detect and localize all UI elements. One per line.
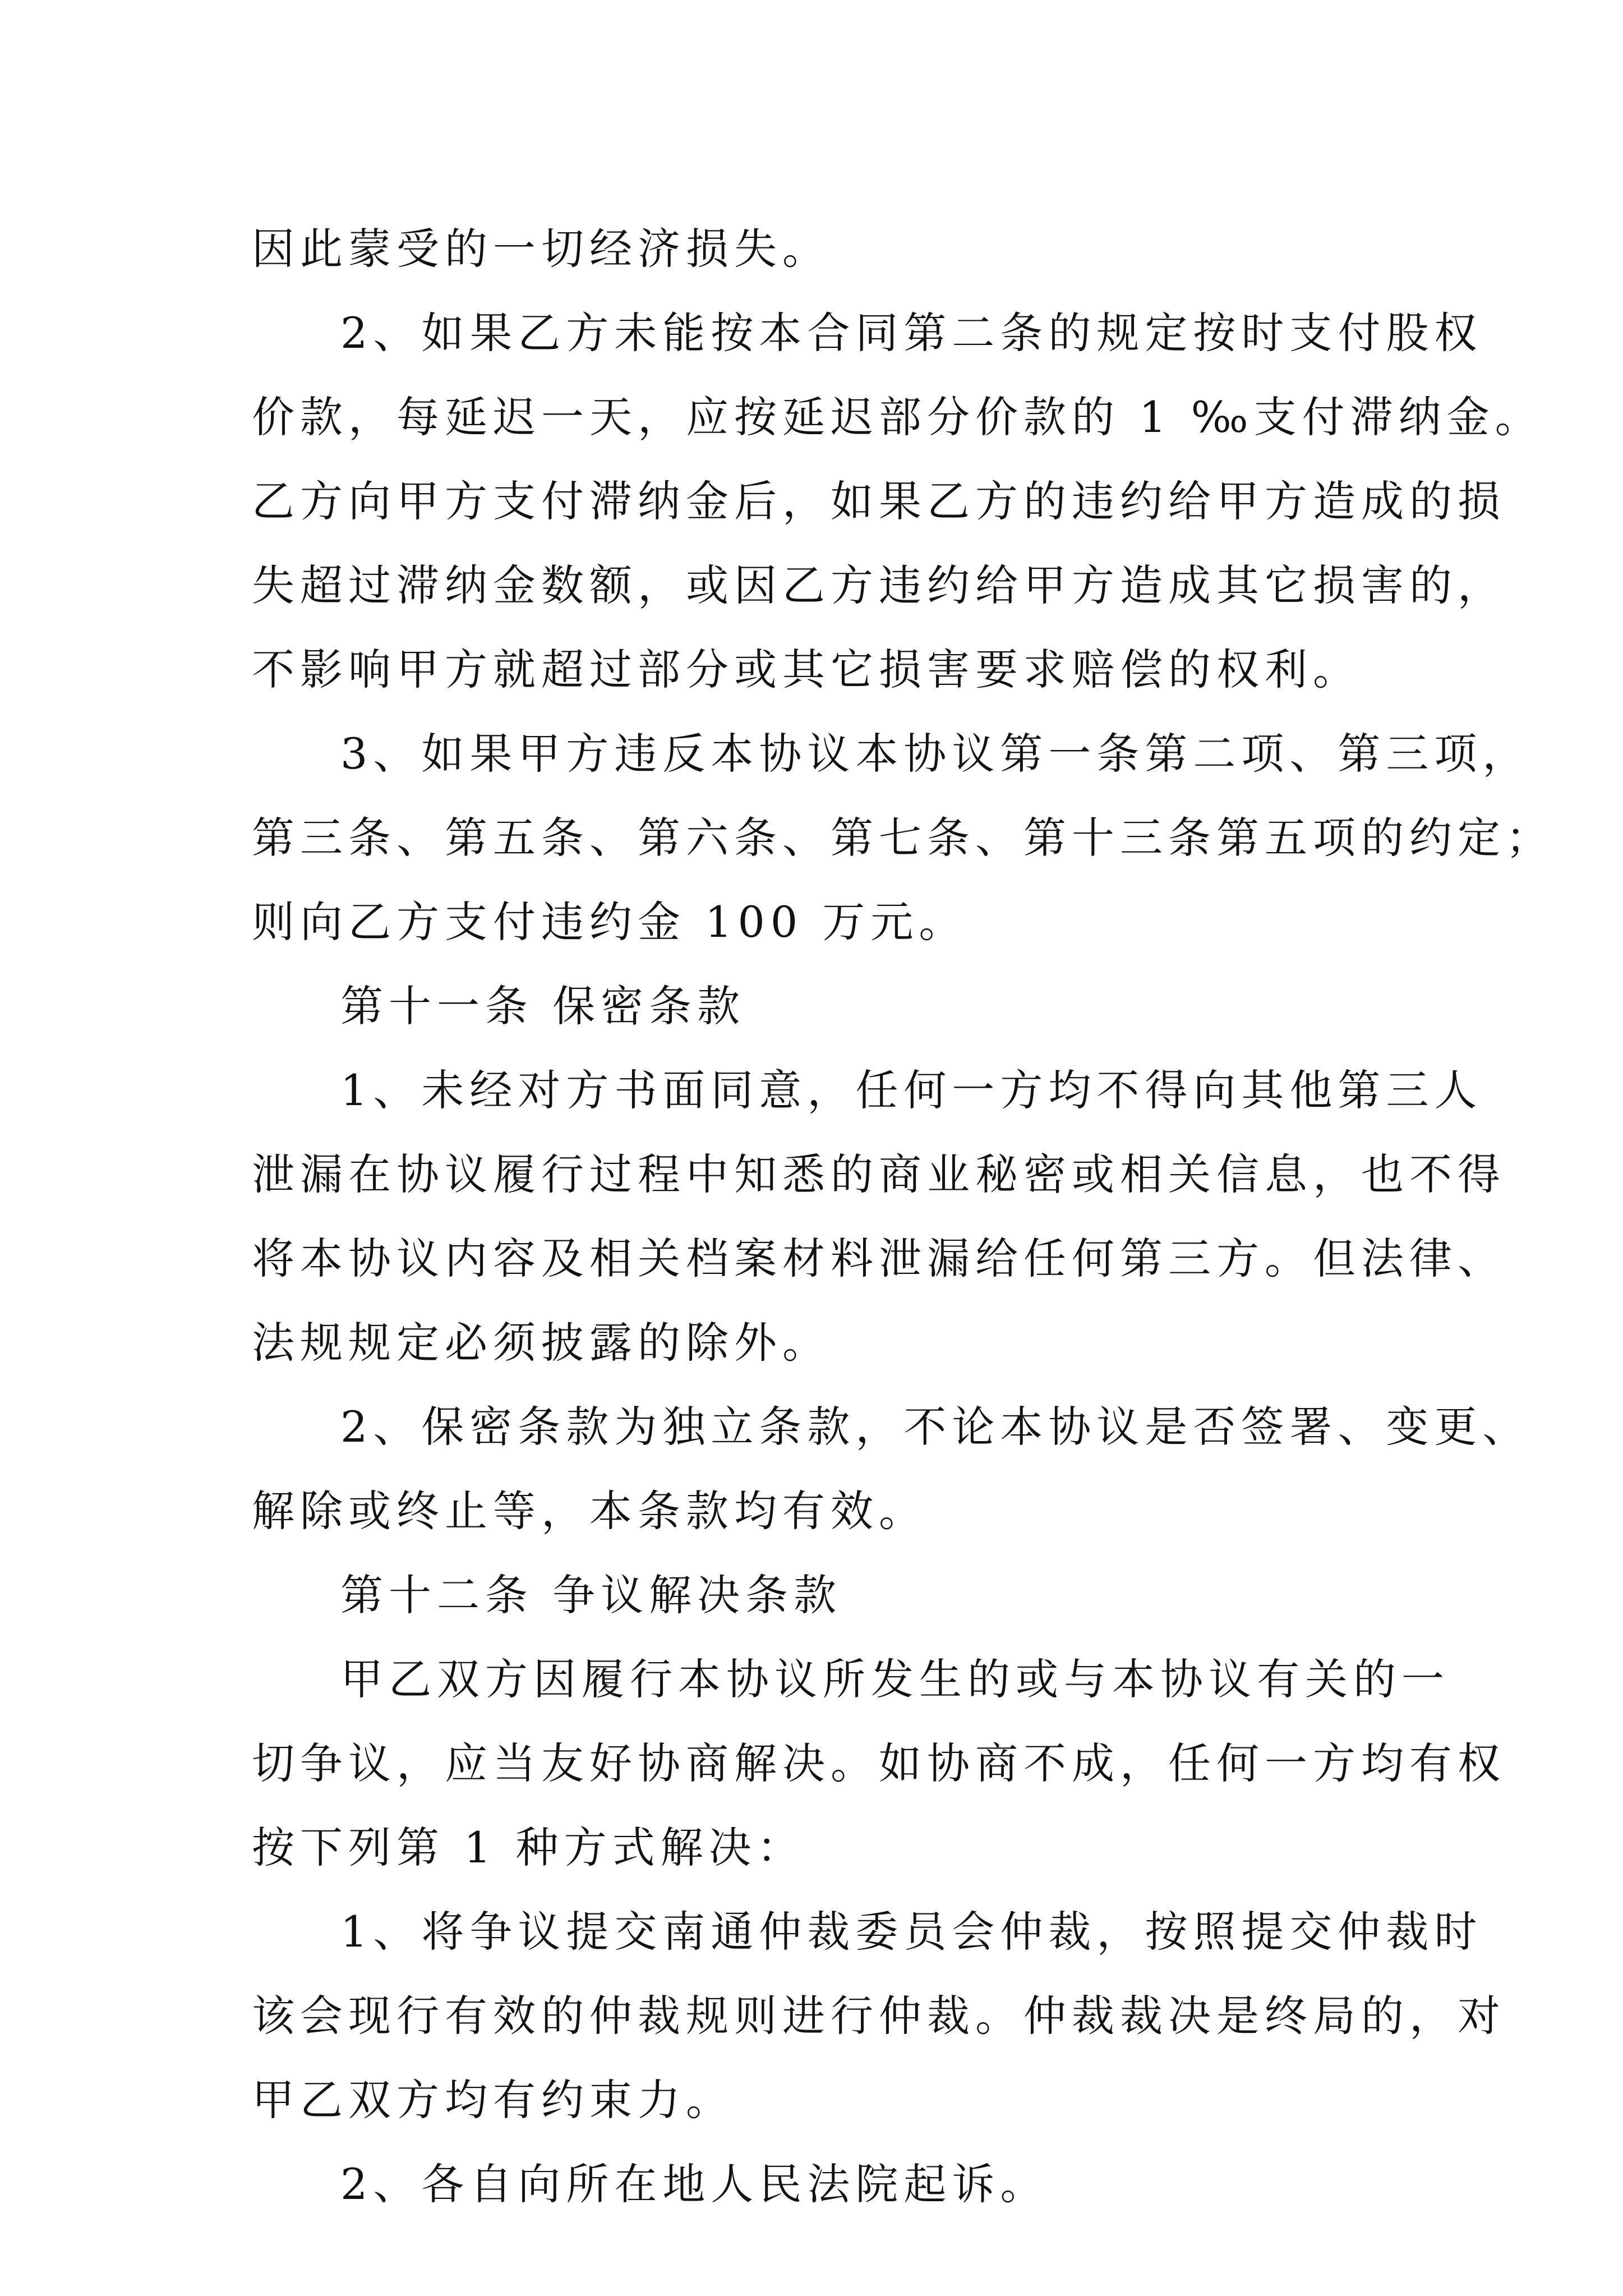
text-line: 3、如果甲方违反本协议本协议第一条第二项、第三项，: [340, 729, 1531, 779]
text-line: 1、将争议提交南通仲裁委员会仲裁，按照提交仲裁时: [340, 1907, 1483, 1957]
text-line: 则向乙方支付违约金 100 万元。: [252, 897, 967, 947]
text-line: 因此蒙受的一切经济损失。: [252, 224, 831, 274]
text-line: 解除或终止等，本条款均有效。: [252, 1486, 927, 1536]
text-line: 法规规定必须披露的除外。: [252, 1318, 831, 1368]
text-line: 按下列第 1 种方式解决：: [252, 1823, 805, 1872]
text-line: 不影响甲方就超过部分或其它损害要求赔偿的权利。: [252, 645, 1361, 694]
text-line: 泄漏在协议履行过程中知悉的商业秘密或相关信息，也不得: [252, 1149, 1506, 1199]
text-line: 将本协议内容及相关档案材料泄漏给任何第三方。但法律、: [252, 1234, 1506, 1283]
text-line: 甲乙双方均有约束力。: [252, 2075, 734, 2125]
text-line: 2、各自向所在地人民法院起诉。: [340, 2159, 1049, 2209]
text-line: 2、如果乙方未能按本合同第二条的规定按时支付股权: [340, 308, 1483, 358]
text-line: 1、未经对方书面同意，任何一方均不得向其他第三人: [340, 1065, 1483, 1115]
section-heading: 第十二条 争议解决条款: [340, 1570, 842, 1620]
text-line: 失超过滞纳金数额，或因乙方违约给甲方造成其它损害的，: [252, 560, 1506, 610]
text-line: 乙方向甲方支付滞纳金后，如果乙方的违约给甲方造成的损: [252, 476, 1506, 526]
text-line: 切争议，应当友好协商解决。如协商不成，任何一方均有权: [252, 1738, 1506, 1788]
text-line: 甲乙双方因履行本协议所发生的或与本协议有关的一: [340, 1654, 1450, 1704]
text-line: 该会现行有效的仲裁规则进行仲裁。仲裁裁决是终局的，对: [252, 1991, 1506, 2041]
text-line: 价款，每延迟一天，应按延迟部分价款的 1 ‰支付滞纳金。: [252, 392, 1543, 442]
document-body: [252, 207, 1554, 2226]
section-heading: 第十一条 保密条款: [340, 981, 746, 1031]
text-line: 第三条、第五条、第六条、第七条、第十三条第五项的约定；: [252, 813, 1554, 863]
text-line: 2、保密条款为独立条款，不论本协议是否签署、变更、: [340, 1402, 1531, 1452]
